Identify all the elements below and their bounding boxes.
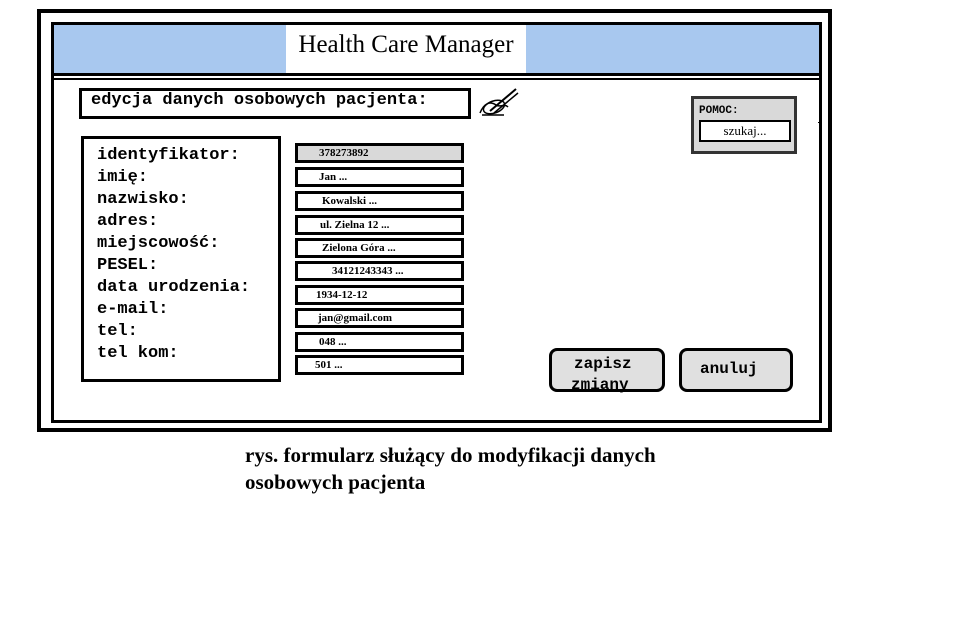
caption-line-2: osobowych pacjenta bbox=[245, 470, 426, 494]
stray-mark bbox=[607, 73, 609, 74]
cancel-button-label: anuluj bbox=[700, 360, 758, 378]
email-field[interactable]: jan@gmail.com bbox=[295, 308, 464, 328]
label-email: e-mail: bbox=[97, 300, 169, 319]
data-urodzenia-field[interactable]: 1934-12-12 bbox=[295, 285, 464, 305]
stray-mark bbox=[818, 122, 820, 123]
section-heading: edycja danych osobowych pacjenta: bbox=[79, 88, 471, 119]
title-bar bbox=[54, 25, 819, 76]
label-imie: imię: bbox=[97, 168, 149, 187]
cancel-button[interactable] bbox=[679, 348, 793, 392]
title-divider bbox=[54, 78, 819, 80]
tel-kom-field[interactable]: 501 ... bbox=[295, 355, 464, 375]
label-adres: adres: bbox=[97, 212, 159, 231]
imie-field[interactable]: Jan ... bbox=[295, 167, 464, 187]
caption-line-1: rys. formularz służący do modyfikacji danych bbox=[245, 443, 656, 467]
application-window-frame bbox=[37, 9, 832, 432]
label-tel-kom: tel kom: bbox=[97, 344, 179, 363]
label-data-urodzenia: data urodzenia: bbox=[97, 278, 251, 297]
help-search-input[interactable]: szukaj... bbox=[699, 120, 791, 142]
label-tel: tel: bbox=[97, 322, 138, 341]
label-nazwisko: nazwisko: bbox=[97, 190, 189, 209]
adres-field[interactable]: ul. Zielna 12 ... bbox=[295, 215, 464, 235]
label-miejscowosc: miejscowość: bbox=[97, 234, 220, 253]
help-label: POMOC: bbox=[699, 105, 739, 117]
pesel-field[interactable]: 34121243343 ... bbox=[295, 261, 464, 281]
application-window bbox=[51, 22, 822, 423]
tel-field[interactable]: 048 ... bbox=[295, 332, 464, 352]
save-button-label-line1: zapisz bbox=[574, 355, 632, 373]
save-changes-button[interactable] bbox=[549, 348, 665, 392]
help-panel bbox=[691, 96, 797, 154]
figure-caption bbox=[245, 442, 765, 496]
miejscowosc-field[interactable]: Zielona Góra ... bbox=[295, 238, 464, 258]
label-pesel: PESEL: bbox=[97, 256, 159, 275]
identyfikator-field: 378273892 bbox=[295, 143, 464, 163]
label-identyfikator: identyfikator: bbox=[97, 146, 240, 165]
save-button-label-line2: zmiany bbox=[571, 376, 629, 394]
window-title: Health Care Manager bbox=[298, 31, 514, 58]
nazwisko-field[interactable]: Kowalski ... bbox=[295, 191, 464, 211]
field-labels-panel bbox=[81, 136, 281, 382]
pen-writing-icon bbox=[476, 85, 520, 121]
